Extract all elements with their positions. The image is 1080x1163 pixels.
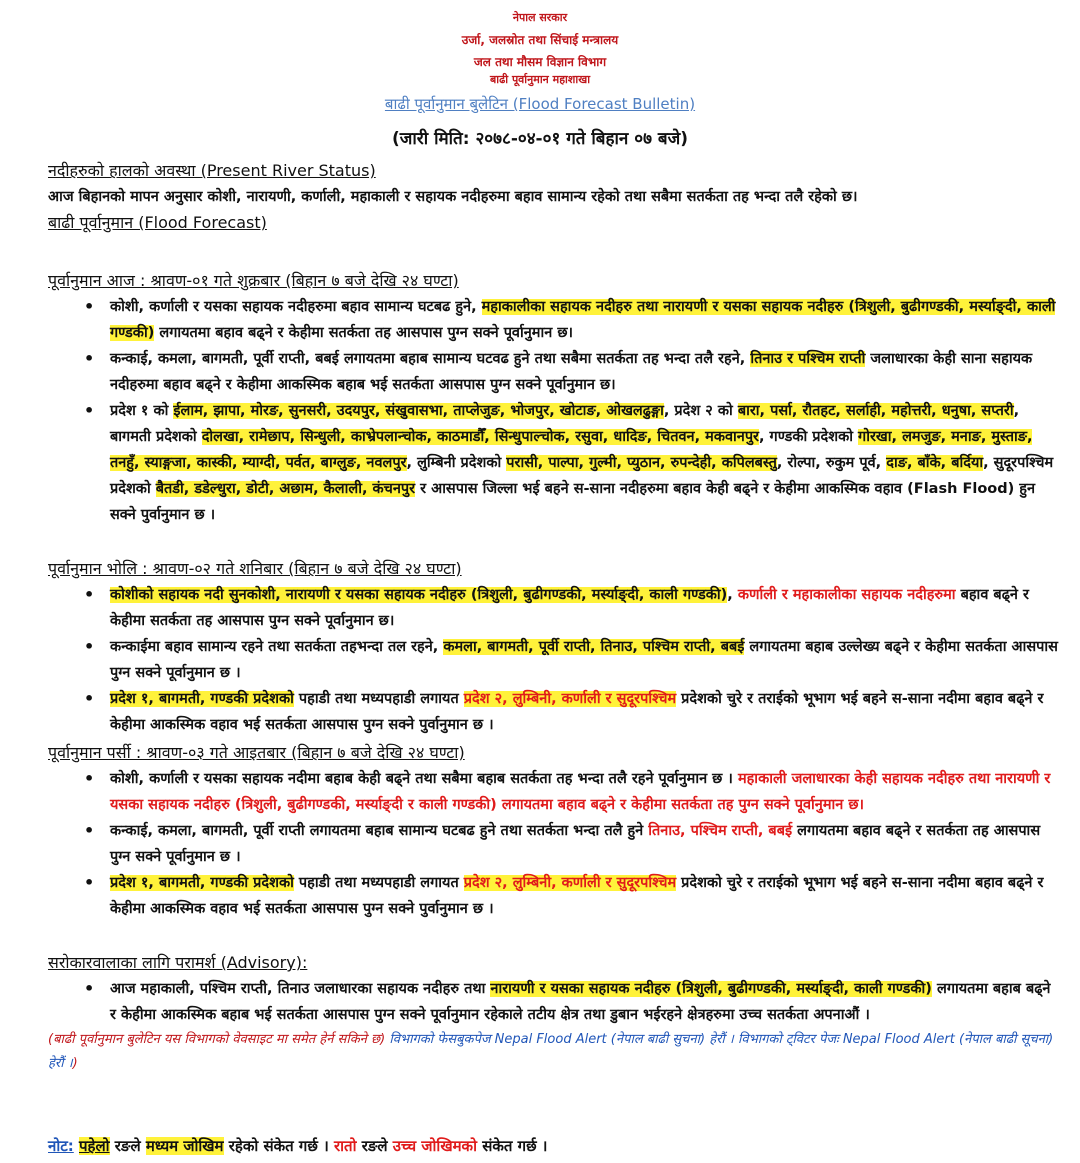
tomorrow-bullet-1: [48, 582, 1058, 634]
text: , लुम्बिनी प्रदेशको: [406, 455, 507, 471]
text: लगायतमा बहाव बढ्ने र सतर्कता तह आसपास पुग्न सक्ने पूर्वानुमान छ ।: [110, 823, 1041, 865]
note-label: नोट:: [48, 1137, 74, 1155]
highlight-red-text: प्रदेश २, लुम्बिनी, कर्णाली र सुदूरपश्चिम: [463, 691, 677, 707]
red-text: तिनाउ, पश्चिम राप्ती, बबई: [648, 823, 793, 839]
text: प्रदेशको चुरे र तराईको भूभाग भई बहने स-साना नदीमा बहाव बढ्ने र केहीमा आकस्मिक वहाव भई सतर्कता आसपास पुग्न सक्ने पुर्वानुमान छ ।: [110, 691, 1044, 733]
legend-note: [48, 1133, 1058, 1159]
text: , बागमती प्रदेशको: [110, 403, 1020, 445]
text: , गण्डकी प्रदेशको: [758, 429, 859, 445]
social-note: विभागको फेसबुकपेज Nepal Flood Alert (नेपाल बाढी सुचना) हेरौं । विभागको ट्विटर पेजः Nepal Flood Alert (नेपाल बाढी सूचना) हेरौं ।: [48, 1032, 1054, 1071]
website-note-red: (बाढी पूर्वानुमान बुलेटिन यस विभागको वेवसाइट मा समेत हेर्न सकिने छ): [48, 1032, 386, 1047]
dayafter-bullet-3: [48, 870, 1058, 922]
highlight-text: कमला, बागमती, पूर्वी राप्ती, तिनाउ, पश्चिम राप्ती, बबई: [443, 639, 745, 655]
present-heading: नदीहरुको हालको अवस्था (Present River Status): [48, 161, 376, 180]
highlight-text: गोरखा, लमजुङ, मनाङ, मुस्ताङ, तनहुँ, स्याङ्गजा, कास्की, म्याग्दी, पर्वत, बाग्लुङ, नवलपुर: [110, 429, 1033, 471]
text: कन्काई, कमला, बागमती, पूर्वी राप्ती, बबई लगायतमा बहाब सामान्य घटवढ हुने तथा सबैमा सतर्कता तह भन्दा तलै रहने,: [110, 351, 751, 367]
highlight-text: बैतडी, डडेल्धुरा, डोटी, अछाम, कैलाली, कंचनपुर: [155, 481, 416, 497]
highlight-text: ईलाम, झापा, मोरङ, सुनसरी, उदयपुर, संखुवासभा, ताप्लेजुङ, भोजपुर, खोटाङ, ओखलढुङ्गा: [173, 403, 664, 419]
website-note: [48, 1028, 1058, 1076]
red-text: कर्णाली र महाकालीका सहायक नदीहरुमा: [737, 587, 956, 603]
text: , रोल्पा, रुकुम पूर्व,: [776, 455, 887, 471]
text: पहाडी तथा मध्यपहाडी लगायत: [293, 691, 464, 707]
today-bullet-3: [48, 398, 1058, 528]
text: कोशी, कर्णाली र यसका सहायक नदीमा बहाब केही बढ्ने तथा सबैमा बहाब सतर्कता तह भन्दा तलै रहने पूर्वानुमान छ ।: [110, 771, 738, 787]
text: कन्काई, कमला, बागमती, पूर्वी राप्ती लगायतमा बहाब सामान्य घटबढ हुने तथा सतर्कता भन्दा तलै हुने: [110, 823, 649, 839]
today-bullet-2: [48, 346, 1058, 398]
ministry-header: उर्जा, जलस्रोत तथा सिंचाई मन्त्रालय: [461, 33, 619, 47]
red-text: महाकाली जलाधारका केही सहायक नदीहरु तथा नारायणी र यसका सहायक नदीहरु (त्रिशुली, बुढीगण्डकी, मर्स्याङ्दी र काली गण्डकी) लगायतमा बहाव बढ्ने र केहीमा सतर्कता तह पुग्न सक्ने पूर्वानुमान छ।: [110, 771, 1051, 813]
today-bullet-1: [48, 294, 1058, 346]
dayafter-heading: पूर्वानुमान पर्सी : श्रावण-०३ गते आइतबार (बिहान ७ बजे देखि २४ घण्टा): [48, 743, 465, 762]
text: रङले: [356, 1137, 393, 1155]
highlight-text: परासी, पाल्पा, गुल्मी, प्युठान, रुपन्देही, कपिलबस्तु: [506, 455, 777, 471]
issue-date: (जारी मिति: २०७८-०४-०१ गते बिहान ०७ बजे): [392, 129, 688, 149]
tomorrow-section: [48, 556, 1058, 738]
present-text: आज बिहानको मापन अनुसार कोशी, नारायणी, कर्णाली, महाकाली र सहायक नदीहरुमा बहाव सामान्य रहेको तथा सबैमा सतर्कता तह भन्दा तलै रहेको छ।: [48, 189, 858, 205]
division-header: बाढी पूर्वानुमान महाशाखा: [489, 73, 591, 86]
text: लगायतमा बहाब उल्लेख्य बढ्ने र केहीमा सतर्कता आसपास पुग्न सक्ने पूर्वानुमान छ ।: [110, 639, 1058, 681]
forecast-heading: बाढी पूर्वानुमान (Flood Forecast): [48, 213, 267, 232]
present-section: [48, 158, 1058, 236]
dayafter-section: [48, 740, 1058, 922]
highlight-text: दोलखा, रामेछाप, सिन्धुली, काभ्रेपलान्चोक, काठमाडौँ, सिन्धुपाल्चोक, रसुवा, धादिङ, चितवन, मकवानपुर: [201, 429, 759, 445]
advisory-heading: सरोकारवालाका लागि परामर्श (Advisory):: [48, 953, 308, 972]
text: र आसपास जिल्ला भई बहने स-साना नदीहरुमा बहाव केही बढ्ने र केहीमा आकस्मिक वहाव (Flash Flood) हुन सक्ने पुर्वानुमान छ ।: [110, 481, 1036, 523]
text: प्रदेश १ को: [110, 403, 174, 419]
text: बहाव बढ्ने र केहीमा सतर्कता तह आसपास पुग्न सक्ने पूर्वानुमान छ।: [110, 587, 1029, 629]
text: , प्रदेश २ को: [663, 403, 738, 419]
text: लगायतमा बहाव बढ्ने र केहीमा सतर्कता तह आसपास पुग्न सक्ने पूर्वानुमान छ।: [154, 325, 573, 341]
today-heading: पूर्वानुमान आज : श्रावण-०१ गते शुक्रबार (बिहान ७ बजे देखि २४ घण्टा): [48, 271, 459, 290]
text: पहाडी तथा मध्यपहाडी लगायत: [293, 875, 464, 891]
tomorrow-bullet-3: [48, 686, 1058, 738]
bulletin-title: बाढी पूर्वानुमान बुलेटिन (Flood Forecast Bulletin): [384, 95, 696, 113]
advisory-section: [48, 950, 1058, 1076]
high-risk: उच्च जोखिमको: [392, 1137, 477, 1155]
tomorrow-heading: पूर्वानुमान भोलि : श्रावण-०२ गते शनिबार (बिहान ७ बजे देखि २४ घण्टा): [48, 559, 462, 578]
yellow-word: पहेलो: [79, 1137, 110, 1155]
tomorrow-bullet-2: [48, 634, 1058, 686]
text: रङले: [109, 1137, 146, 1155]
dayafter-bullet-2: [48, 818, 1058, 870]
text: , सुदूरपश्चिम प्रदेशको: [110, 455, 1054, 497]
highlight-text: प्रदेश १, बागमती, गण्डकी प्रदेशको: [110, 691, 294, 707]
text: रहेको संकेत गर्छ ।: [223, 1137, 335, 1155]
closing-paren: ): [72, 1056, 78, 1071]
highlight-text: कोशीको सहायक नदी सुनकोशी, नारायणी र यसका सहायक नदीहरु (त्रिशुली, बुढीगण्डकी, मर्स्याङ्दी, काली गण्डकी): [110, 587, 728, 603]
text: आज महाकाली, पश्चिम राप्ती, तिनाउ जलाधारका सहायक नदीहरु तथा: [110, 981, 491, 997]
highlight-text: बारा, पर्सा, रौतहट, सर्लाही, महोत्तरी, धनुषा, सप्तरी: [737, 403, 1014, 419]
text: प्रदेशको चुरे र तराईको भूभाग भई बहने स-साना नदीमा बहाव बढ्ने र केहीमा आकस्मिक वहाव भई सतर्कता आसपास पुग्न सक्ने पुर्वानुमान छ ।: [110, 875, 1044, 917]
highlight-red-text: प्रदेश २, लुम्बिनी, कर्णाली र सुदूरपश्चिम: [463, 875, 677, 891]
gov-header: नेपाल सरकार: [512, 11, 568, 24]
text: लगायतमा बहाब बढ्ने र केहीमा आकस्मिक बहाब भई सतर्कता आसपास पुग्न सक्ने पूर्वानुमान रहेकाले तटीय क्षेत्र तथा डुबान भईरहने क्षेत्रहरुमा उच्च सतर्कता अपनाऔं ।: [110, 981, 1051, 1023]
highlight-text: तिनाउ र पश्चिम राप्ती: [750, 351, 866, 367]
today-section: [48, 268, 1058, 528]
text: जलाधारका केही साना सहायक नदीहरुमा बहाव बढ्ने र केहीमा आकस्मिक बहाब भई सतर्कता आसपास पुग्न सक्ने पूर्वानुमान छ।: [110, 351, 1033, 393]
highlight-text: दाङ, बाँके, बर्दिया: [886, 455, 984, 471]
medium-risk: मध्यम जोखिम: [145, 1137, 224, 1155]
text: ,: [727, 587, 738, 603]
text: संकेत गर्छ ।: [476, 1137, 548, 1155]
advisory-bullet-1: [48, 976, 1058, 1028]
highlight-text: नारायणी र यसका सहायक नदीहरु (त्रिशुली, बुढीगण्डकी, मर्स्याङ्दी, काली गण्डकी): [490, 981, 932, 997]
dayafter-bullet-1: [48, 766, 1058, 818]
red-word: रातो: [334, 1137, 357, 1155]
department-header: जल तथा मौसम विज्ञान विभाग: [473, 55, 607, 69]
text: कन्काईमा बहाव सामान्य रहने तथा सतर्कता तहभन्दा तल रहने,: [110, 639, 444, 655]
highlight-text: महाकालीका सहायक नदीहरु तथा नारायणी र यसका सहायक नदीहरु (त्रिशुली, बुढीगण्डकी, मर्स्याङ्दी, काली गण्डकी): [110, 299, 1056, 341]
text: कोशी, कर्णाली र यसका सहायक नदीहरुमा बहाव सामान्य घटबढ हुने,: [110, 299, 482, 315]
highlight-text: प्रदेश १, बागमती, गण्डकी प्रदेशको: [110, 875, 294, 891]
